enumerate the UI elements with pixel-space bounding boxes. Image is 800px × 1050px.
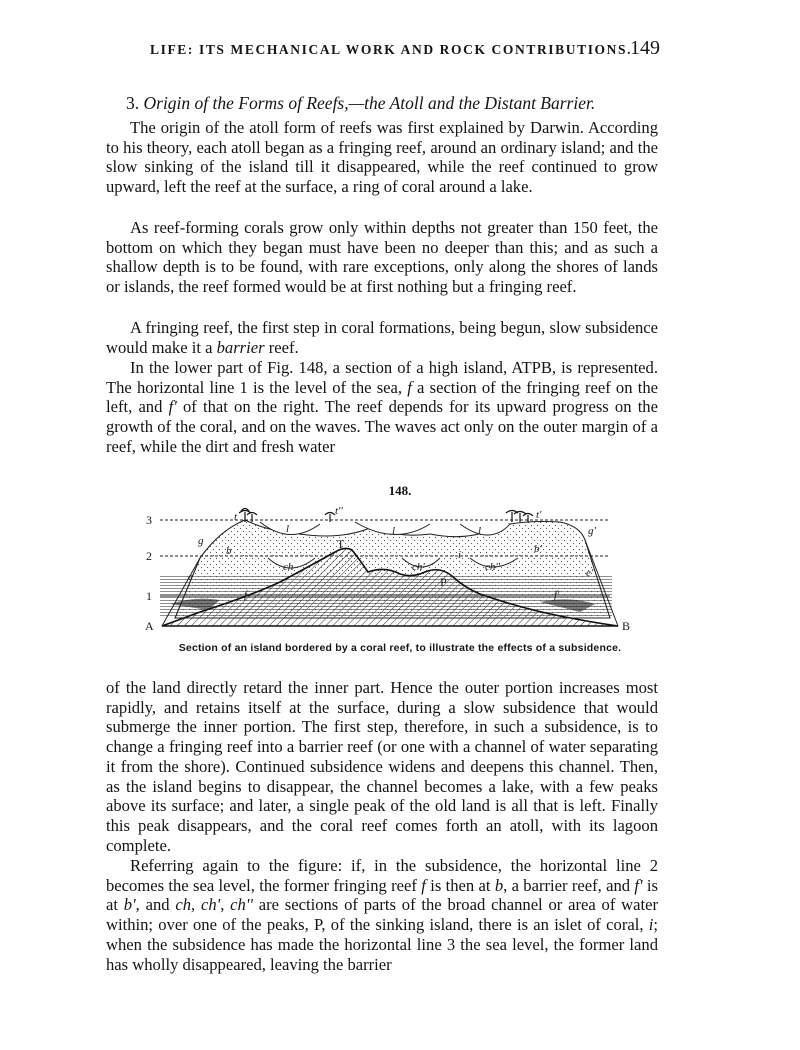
label-f-prime: f' bbox=[554, 589, 560, 601]
p6-f-prime: f' bbox=[634, 875, 643, 895]
paragraph-4 bbox=[106, 358, 658, 457]
label-ch: ch bbox=[283, 561, 294, 573]
label-ch-dbl: ch'' bbox=[485, 561, 501, 573]
palm-icon-t-dbl bbox=[325, 513, 335, 523]
p6-f: f bbox=[421, 875, 426, 895]
paragraph-1: The origin of the atoll form of reefs was first explained by Darwin. According to his theory, each atoll began as a fringing reef, around an ordinary island; and the slow sinking of the island till it disappeared, while the reef continued to grow upward, left the reef at the surface, a ring of coral around a lake. bbox=[106, 118, 658, 197]
p6-text-d: is at bbox=[106, 875, 658, 915]
p6-text-b: is then at bbox=[425, 875, 495, 895]
p6-b: b bbox=[494, 875, 504, 895]
label-level-3: 3 bbox=[146, 513, 152, 527]
paragraph-2: As reef-forming corals grow only within depths not greater than 150 feet, the bottom on which they began must have been no deeper than this; and as such a shallow depth is to be found, with rare exceptions, only along the shores of lands or islands, the reef formed would be at first nothing but a fringing reef. bbox=[106, 218, 658, 297]
p4-text-c: of that on the right. The reef depends for its upward progress on the growth of the coral, and on the waves. The waves act only on the outer margin of a reef, while the dirt and fresh water bbox=[106, 397, 658, 456]
section-heading bbox=[126, 93, 595, 114]
p4-f-prime: f' bbox=[168, 397, 177, 417]
label-t-prime: t' bbox=[536, 509, 542, 521]
figure-148 bbox=[140, 500, 640, 642]
label-b: b bbox=[226, 545, 232, 557]
paragraph-5: of the land directly retard the inner part. Hence the outer portion increases most rapidly, and retains itself at the surface, during a slow subsidence that would submerge the inner portion. The first step, therefore, in such a subsidence, is to change a fringing reef into a barrier reef (or one with a channel of water separating it from the shore). Continued subsidence widens and deepens this channel. Then, as the island begins to disappear, the channel becomes a lake, with a few peaks above its surface; and later, a single peak of the old land is all that is left. Finally this peak disappears, and the coral reef comes forth an atoll, with its lagoon complete. bbox=[106, 678, 658, 855]
paragraph-6 bbox=[106, 856, 658, 974]
p6-text-e: , and bbox=[135, 895, 176, 915]
p6-text-f: are sections of parts of the broad channel or area of water within; over one of the peaks, P, of the sinking island, there is an islet of coral, bbox=[106, 895, 659, 935]
label-l-2: l bbox=[392, 525, 396, 537]
p6-text-c: , a barrier reef, and bbox=[503, 875, 635, 895]
label-b-prime: b' bbox=[534, 543, 542, 555]
label-l-3: l bbox=[478, 525, 482, 537]
label-l-1: l bbox=[286, 523, 290, 535]
figure-number: 148. bbox=[388, 483, 412, 498]
label-T: T bbox=[337, 537, 345, 551]
label-level-1: 1 bbox=[146, 589, 152, 603]
label-g: g bbox=[198, 535, 204, 547]
p3-text-a: A fringing reef, the first step in coral formations, being begun, slow subsidence would make it a bbox=[106, 318, 658, 357]
label-A: A bbox=[145, 619, 154, 633]
label-B: B bbox=[622, 619, 631, 633]
paragraph-3 bbox=[106, 318, 658, 357]
label-f: f bbox=[244, 589, 248, 601]
page-number: 149 bbox=[630, 37, 660, 59]
label-i: i bbox=[458, 549, 462, 561]
p6-text-g: ; when the subsidence has made the horizontal line 3 the sea level, the former land has wholly disappeared, leaving the barrier bbox=[106, 915, 658, 974]
reef-section-diagram bbox=[140, 500, 640, 642]
label-g-prime: g' bbox=[588, 525, 596, 537]
label-t: t bbox=[234, 511, 238, 523]
section-number: 3. bbox=[126, 93, 140, 113]
label-level-2: 2 bbox=[146, 549, 152, 563]
running-title: LIFE: ITS MECHANICAL WORK AND ROCK CONTRIBUTIONS. bbox=[150, 42, 633, 57]
figure-caption: Section of an island bordered by a coral reef, to illustrate the effects of a subsidence. bbox=[178, 642, 622, 654]
p3-emphasis: barrier bbox=[216, 337, 265, 357]
label-P: P bbox=[440, 575, 447, 589]
section-title: Origin of the Forms of Reefs,—the Atoll and the Distant Barrier. bbox=[143, 93, 596, 113]
p4-text-a: In the lower part of Fig. 148, a section of a high island, ATPB, is represented. The horizontal line 1 is the level of the sea, bbox=[106, 358, 658, 397]
p4-text-b: a section of the fringing reef on the left, and bbox=[106, 377, 658, 417]
label-ch-prime: ch' bbox=[412, 561, 425, 573]
running-head bbox=[150, 36, 660, 64]
label-e: e bbox=[188, 571, 193, 583]
p6-i: i bbox=[648, 915, 654, 935]
label-e-prime: e' bbox=[586, 567, 594, 579]
label-t-dbl: t'' bbox=[335, 505, 343, 517]
p3-text-b: reef. bbox=[264, 337, 299, 357]
p4-f: f bbox=[407, 377, 412, 397]
p6-ch: ch, ch', ch'' bbox=[175, 895, 253, 915]
p6-b-prime: b' bbox=[123, 895, 136, 915]
p6-text-a: Referring again to the figure: if, in the subsidence, the horizontal line 2 becomes the sea level, the former fringing reef bbox=[106, 856, 658, 895]
